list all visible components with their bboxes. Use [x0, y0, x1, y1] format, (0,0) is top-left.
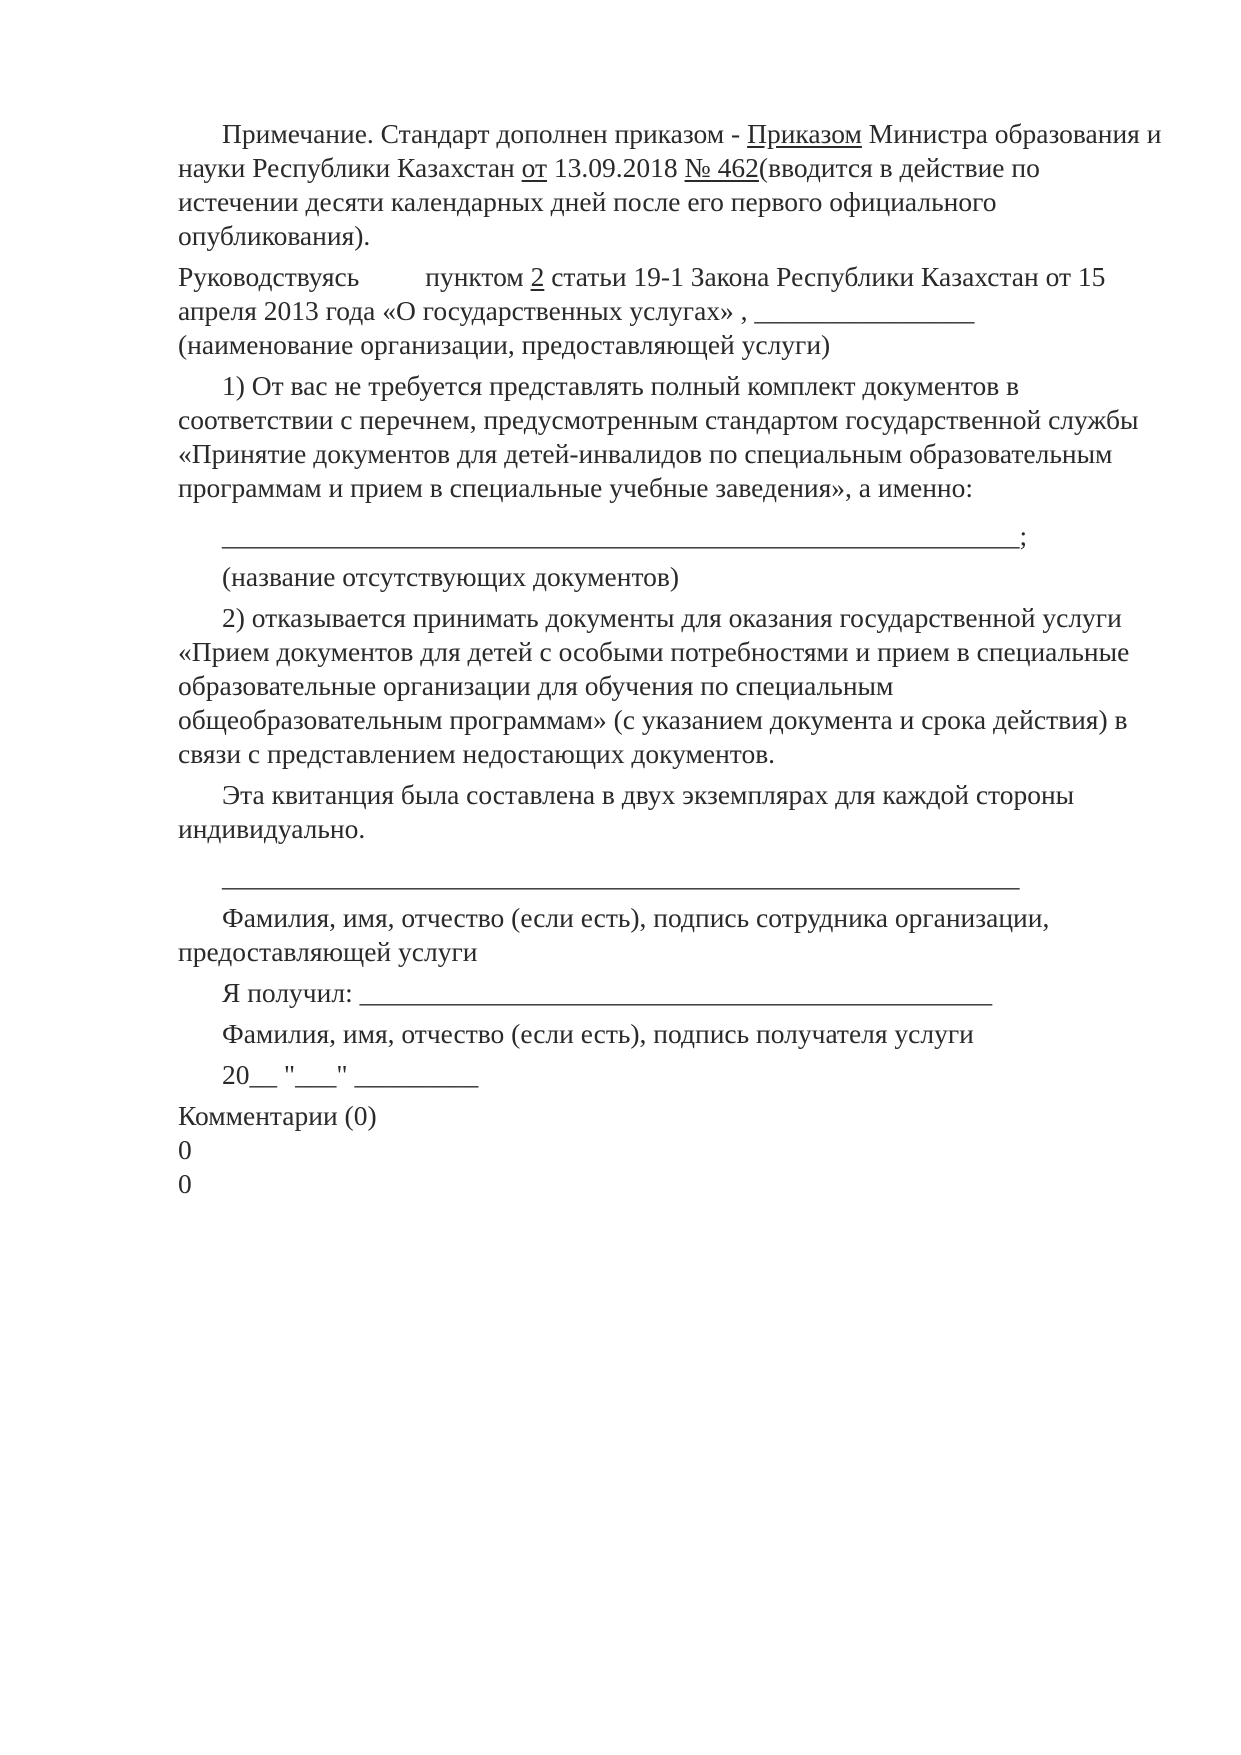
comments-block — [178, 1099, 1164, 1201]
legal-basis-text: пунктом — [425, 261, 531, 292]
legal-basis-rest: статьи 19-1 Закона Республики Казахстан от 15 апреля 2013 года «О государственных услугах» , ________________ — [178, 261, 1106, 326]
received-line: Я получил: ______________________________________________ — [222, 977, 993, 1008]
item-2: 2) отказывается принимать документы для оказания государственной услуги «Прием документов для детей с особыми потребностями и прием в специальные образовательные организации для обучения по специальным общеобразовательным программам» (с указанием документа и срока действия) в связи с представлением недостающих документов. — [178, 602, 1130, 769]
note-prefix: Примечание. Стандарт дополнен приказом - — [222, 118, 748, 149]
point-link[interactable]: 2 — [530, 261, 545, 292]
comments-label[interactable]: Комментарии (0) — [178, 1100, 377, 1131]
employee-signature-line: __________________________________________________________ — [222, 861, 1020, 892]
order-number-link[interactable]: № 462 — [684, 152, 759, 183]
document-body — [178, 117, 1164, 1201]
missing-docs-line: __________________________________________________________; — [222, 520, 1028, 551]
date-line: 20__ "___" _________ — [222, 1059, 479, 1090]
note-date: 13.09.2018 — [547, 152, 685, 183]
amendment-note — [178, 117, 1164, 253]
note-suffix: (вводится в действие по истечении десяти календарных дней после его первого официального опубликования). — [178, 152, 1040, 251]
counter-2: 0 — [178, 1168, 192, 1199]
employee-caption: Фамилия, имя, отчество (если есть), подпись сотрудника организации, предоставляющей услуги — [178, 902, 1050, 967]
item-1: 1) От вас не требуется представлять полный комплект документов в соответствии с перечнем, предусмотренным стандартом государственной службы «Принятие документов для детей-инвалидов по специальным образовательным программам и прием в специальные учебные заведения», а именно: — [178, 370, 1139, 503]
missing-docs-caption: (название отсутствующих документов) — [222, 561, 680, 592]
note-text: Министра образования и науки Республики Казахстан — [178, 118, 1162, 183]
receipt-note: Эта квитанция была составлена в двух экземплярах для каждой стороны индивидуально. — [178, 779, 1075, 844]
date-link[interactable]: от — [521, 152, 548, 183]
recipient-caption: Фамилия, имя, отчество (если есть), подпись получателя услуги — [222, 1018, 974, 1049]
legal-basis-word: Руководствуясь — [178, 261, 360, 292]
org-caption: (наименование организации, предоставляющей услуги) — [178, 329, 831, 360]
order-link[interactable]: Приказом — [747, 118, 862, 149]
counter-1: 0 — [178, 1134, 192, 1165]
legal-basis — [178, 260, 1164, 328]
